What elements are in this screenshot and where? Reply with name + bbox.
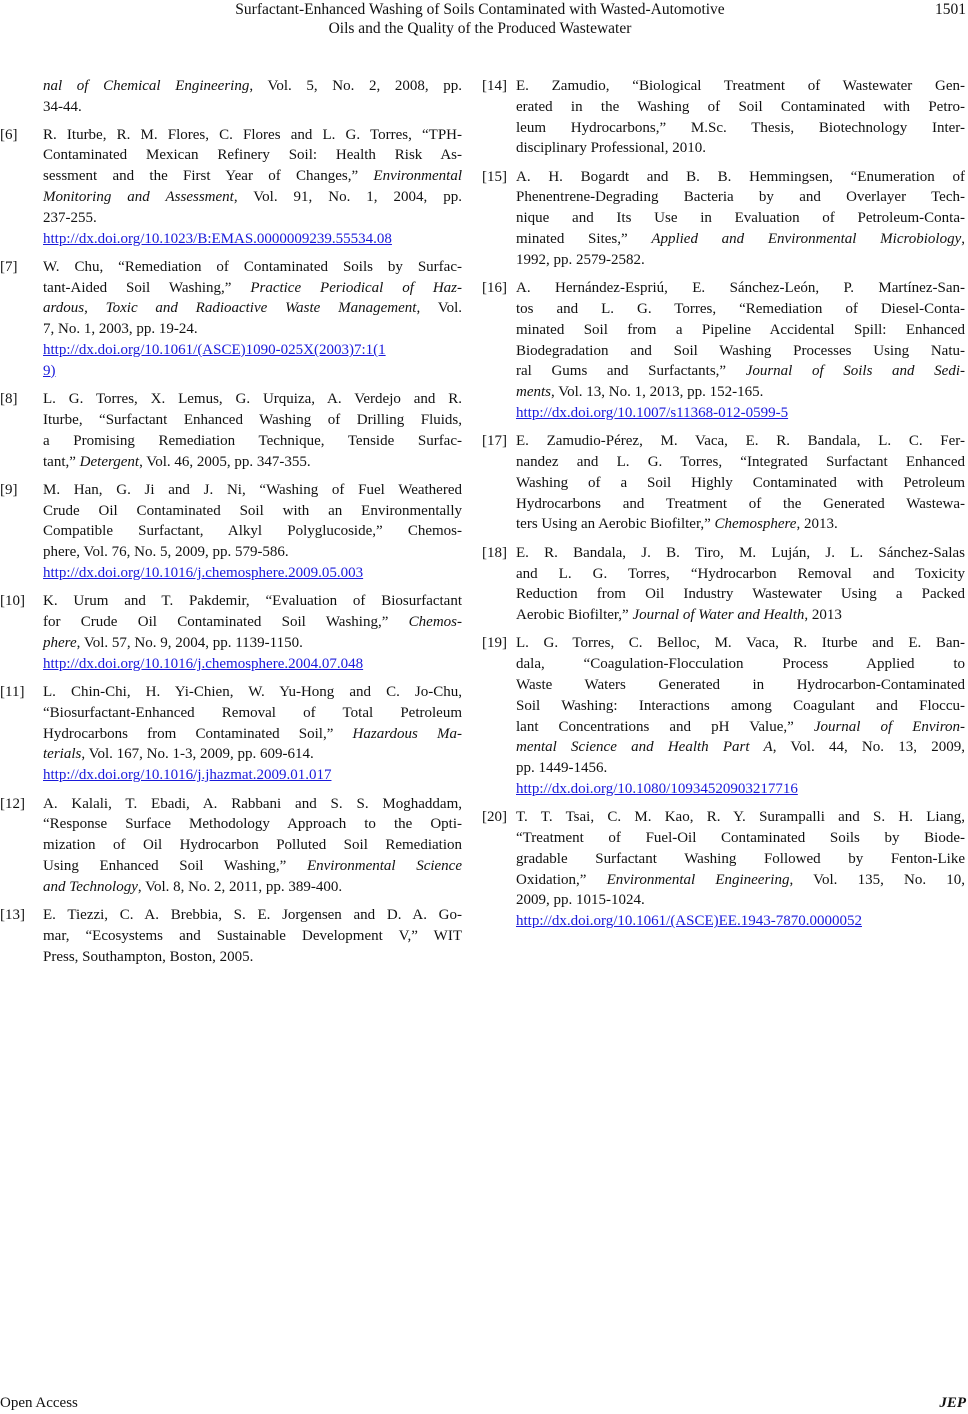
doi-link-line [516, 403, 965, 424]
reference-text: , Vol. 8, No. 2, 2011, pp. 389-400. [137, 878, 343, 895]
reference-line [43, 145, 462, 166]
reference-text: Crude Oil Contaminated Soil with an Environmentally [43, 502, 462, 519]
reference-text: sessment and the First Year of Changes,” [43, 168, 374, 185]
reference-text: nique and Its Use in Evaluation of Petroleum-Conta- [516, 210, 965, 227]
journal-title: phere [43, 634, 77, 651]
reference-line [516, 473, 965, 494]
header-title-line-1: Surfactant-Enhanced Washing of Soils Contaminated with Wasted-Automotive [235, 1, 725, 18]
journal-title: Practice Periodical of Haz- [250, 279, 462, 296]
reference-text: phere, Vol. 76, No. 5, 2009, pp. 579-586. [43, 544, 289, 561]
reference-entry [482, 167, 965, 271]
reference-text: Using Enhanced Soil Washing,” [43, 857, 307, 874]
reference-line [516, 299, 965, 320]
reference-line [43, 431, 462, 452]
reference-entry [0, 125, 462, 250]
reference-text: tant,” [43, 453, 80, 470]
reference-body [43, 905, 462, 967]
reference-body [43, 682, 462, 786]
reference-line [43, 633, 462, 654]
reference-body [43, 125, 462, 250]
reference-entry [482, 543, 965, 626]
reference-text: W. Chu, “Remediation of Contaminated Soils by Surfac- [43, 258, 462, 275]
reference-text: E. Tiezzi, C. A. Brebbia, S. E. Jorgensen and D. A. Go- [43, 906, 462, 923]
reference-text: E. R. Bandala, J. B. Tiro, M. Luján, J. L. Sánchez-Salas [516, 544, 965, 561]
reference-text: minated Sites,” [516, 231, 652, 248]
doi-link-line [43, 340, 462, 361]
reference-line [516, 167, 965, 188]
reference-text: “Biosurfactant-Enhanced Removal of Total Petroleum [43, 704, 462, 721]
reference-line [516, 584, 965, 605]
reference-text: , Vol. [416, 300, 463, 317]
reference-text: , 2013. [796, 516, 838, 533]
reference-line [43, 724, 462, 745]
reference-text: ters Using an Aerobic Biofilter,” [516, 516, 715, 533]
reference-number: [16] [482, 280, 507, 297]
journal-title: Toxic and Radioactive Waste Management [105, 300, 417, 317]
reference-line [43, 682, 462, 703]
reference-text: , Vol. 135, No. 10, [789, 871, 965, 888]
reference-number: [13] [0, 906, 25, 923]
reference-body [516, 76, 965, 159]
journal-title: mental Science and Health Part A [516, 739, 773, 756]
doi-link[interactable]: http://dx.doi.org/10.1016/j.chemosphere.2004.07.048 [43, 655, 364, 672]
reference-line [43, 298, 462, 319]
reference-line [516, 654, 965, 675]
reference-line [43, 319, 462, 340]
reference-number: [14] [482, 78, 507, 94]
reference-line [43, 542, 462, 563]
doi-link-line [43, 765, 462, 786]
reference-line [43, 814, 462, 835]
reference-line [516, 514, 965, 535]
reference-entry [0, 794, 462, 898]
reference-line [516, 737, 965, 758]
reference-text: , Vol. 44, No. 13, 2009, [772, 739, 965, 756]
reference-line [43, 278, 462, 299]
reference-text: 34-44. [43, 98, 82, 115]
journal-title: ments [516, 384, 551, 401]
reference-text: Contaminated Mexican Refinery Soil: Health Risk As- [43, 147, 462, 164]
reference-entry [0, 480, 462, 584]
reference-line [43, 877, 462, 898]
reference-entry [0, 905, 462, 967]
doi-link[interactable]: http://dx.doi.org/10.1016/j.chemosphere.2009.05.003 [43, 565, 364, 582]
reference-text: A. Hernández-Espriú, E. Sánchez-León, P. Martínez-San- [516, 280, 965, 297]
reference-text: L. G. Torres, C. Belloc, M. Vaca, R. Iturbe and E. Ban- [516, 635, 965, 652]
reference-text: T. T. Tsai, C. M. Kao, R. Y. Surampalli and S. H. Liang, [516, 809, 965, 826]
reference-line [516, 890, 965, 911]
reference-line [516, 431, 965, 452]
journal-title: Environmental Science [306, 857, 462, 874]
reference-line [516, 278, 965, 299]
reference-body [516, 543, 965, 626]
doi-link-line [43, 563, 462, 584]
doi-link[interactable]: http://dx.doi.org/10.1016/j.jhazmat.2009.01.017 [43, 767, 332, 784]
reference-body [43, 389, 462, 472]
reference-text: minated Soil from a Pipeline Accidental Spill: Enhanced [516, 321, 965, 338]
footer-open-access: Open Access [0, 1395, 78, 1411]
reference-number: [11] [0, 684, 25, 701]
reference-text: 7, No. 1, 2003, pp. 19-24. [43, 321, 198, 338]
doi-link-line [43, 361, 462, 382]
journal-title: Journal of Water and Health [632, 607, 805, 624]
reference-line [516, 361, 965, 382]
doi-link[interactable]: http://dx.doi.org/10.1061/(ASCE)EE.1943-7870.0000052 [516, 913, 862, 930]
reference-line [516, 250, 965, 271]
reference-text: L. G. Torres, X. Lemus, G. Urquiza, A. Verdejo and R. [43, 391, 462, 408]
reference-entry [0, 389, 462, 472]
page-number: 1501 [935, 1, 966, 18]
reference-line [516, 97, 965, 118]
reference-line [516, 382, 965, 403]
reference-line [516, 208, 965, 229]
journal-title: Environmental Engineering [606, 871, 790, 888]
header-title-line-2: Oils and the Quality of the Produced Wastewater [328, 20, 632, 37]
journal-title: and Technology [43, 878, 138, 895]
reference-line [43, 521, 462, 542]
journal-title: Environmental [373, 168, 462, 185]
reference-text: , Vol. 167, No. 1-3, 2009, pp. 609-614. [81, 746, 314, 763]
reference-body [516, 807, 965, 932]
doi-link[interactable]: 9) [43, 362, 56, 379]
doi-link-line [516, 779, 965, 800]
reference-entry [0, 257, 462, 382]
reference-line [516, 758, 965, 779]
reference-text: R. Iturbe, R. M. Flores, C. Flores and L. G. Torres, “TPH- [43, 126, 462, 143]
reference-line [43, 166, 462, 187]
reference-text: Press, Southampton, Boston, 2005. [43, 948, 254, 965]
reference-text: E. Zamudio-Pérez, M. Vaca, E. R. Bandala, L. C. Fer- [516, 433, 965, 450]
reference-line [516, 229, 965, 250]
reference-text: , Vol. 13, No. 1, 2013, pp. 152-165. [551, 384, 764, 401]
reference-text: ral Gums and Surfactants,” [516, 363, 746, 380]
reference-text: gradable Surfactant Washing Followed by Fenton-Like [516, 850, 965, 867]
reference-entry [0, 682, 462, 786]
reference-line [516, 870, 965, 891]
reference-line [43, 794, 462, 815]
reference-text: for Crude Oil Contaminated Soil Washing,” [43, 614, 409, 631]
reference-body [516, 431, 965, 535]
reference-line [43, 208, 462, 229]
reference-line [43, 947, 462, 968]
reference-text: , Vol. 46, 2005, pp. 347-355. [139, 453, 311, 470]
reference-line [516, 564, 965, 585]
reference-text: tos and L. G. Torres, “Remediation of Diesel-Conta- [516, 300, 965, 317]
reference-text: E. Zamudio, “Biological Treatment of Wastewater Gen- [516, 78, 965, 94]
reference-line [516, 76, 965, 97]
doi-link[interactable]: http://dx.doi.org/10.1007/s11368-012-0599-5 [516, 404, 789, 421]
reference-line [43, 452, 462, 473]
reference-text: A. H. Bogardt and B. B. Hemmingsen, “Enumeration of [516, 168, 965, 185]
reference-text: Biodegradation and Soil Washing Processes Using Natu- [516, 342, 965, 359]
reference-entry [482, 807, 965, 932]
reference-text: Hydrocarbons from Contaminated Soil,” [43, 725, 353, 742]
reference-body [516, 167, 965, 271]
reference-line [516, 633, 965, 654]
reference-number: [20] [482, 809, 507, 826]
reference-continuation [0, 76, 462, 118]
reference-text: lant Concentrations and pH Value,” [516, 718, 814, 735]
reference-line [516, 118, 965, 139]
doi-link-line [43, 229, 462, 250]
reference-entry [482, 278, 965, 424]
reference-line [516, 717, 965, 738]
reference-line [516, 320, 965, 341]
journal-title: terials [43, 746, 82, 763]
doi-link-line [43, 654, 462, 675]
reference-text: tant-Aided Soil Washing,” [43, 279, 251, 296]
reference-text: K. Urum and T. Pakdemir, “Evaluation of Biosurfactant [43, 593, 462, 610]
reference-text: Aerobic Biofilter,” [516, 607, 633, 624]
reference-line [516, 696, 965, 717]
reference-number: [19] [482, 635, 507, 652]
reference-line [43, 480, 462, 501]
reference-line [43, 905, 462, 926]
reference-text: Phenentrene-Degrading Bacteria by and Overlayer Tech- [516, 189, 965, 206]
journal-title: nal of Chemical Engineering [43, 78, 250, 94]
reference-number: [10] [0, 593, 25, 610]
reference-entry [482, 76, 965, 159]
reference-body [516, 278, 965, 424]
reference-line [516, 675, 965, 696]
reference-line [516, 543, 965, 564]
reference-text: , [84, 300, 106, 317]
journal-title: Hazardous Ma- [352, 725, 462, 742]
running-header [150, 0, 810, 38]
reference-text: Iturbe, “Surfactant Enhanced Washing of Drilling Fluids, [43, 411, 462, 428]
reference-text: “Treatment of Fuel-Oil Contaminated Soils by Biode- [516, 830, 965, 847]
doi-link[interactable]: http://dx.doi.org/10.1061/(ASCE)1090-025X(2003)7:1(1 [43, 342, 386, 359]
reference-text: A. Kalali, T. Ebadi, A. Rabbani and S. S. Moghaddam, [43, 795, 462, 812]
journal-title: Monitoring and Assessment [43, 188, 234, 205]
reference-line [43, 410, 462, 431]
reference-text: erated in the Washing of Soil Contaminated with Petro- [516, 98, 965, 115]
reference-text: 237-255. [43, 209, 97, 226]
reference-text: , [961, 231, 966, 248]
reference-text: Hydrocarbons and Treatment of the Generated Wastewa- [516, 495, 965, 512]
journal-title: Detergent [79, 453, 140, 470]
reference-text: “Response Surface Methodology Approach to the Opti- [43, 816, 462, 833]
reference-body [43, 480, 462, 584]
reference-column-right [482, 76, 965, 940]
journal-title: Journal of Environ- [813, 718, 965, 735]
reference-text: Compatible Surfactant, Alkyl Polyglucoside,” Chemos- [43, 523, 462, 540]
reference-text: Soil Washing: Interactions among Coagulant and Floccu- [516, 697, 965, 714]
reference-number: [8] [0, 391, 18, 408]
reference-text: nandez and L. G. Torres, “Integrated Surfactant Enhanced [516, 454, 965, 471]
reference-line [516, 187, 965, 208]
reference-line [43, 703, 462, 724]
reference-line [43, 926, 462, 947]
reference-text: 2009, pp. 1015-1024. [516, 892, 645, 909]
reference-text: a Promising Remediation Technique, Tenside Surfac- [43, 432, 462, 449]
reference-body [43, 591, 462, 674]
reference-line [516, 138, 965, 159]
reference-text: Waste Waters Generated in Hydrocarbon-Contaminated [516, 677, 965, 694]
reference-line [516, 494, 965, 515]
reference-text: mization of Oil Hydrocarbon Polluted Soil Remediation [43, 837, 462, 854]
reference-line [43, 97, 462, 118]
reference-line [516, 341, 965, 362]
reference-text: leum Hydrocarbons,” M.Sc. Thesis, Biotechnology Inter- [516, 119, 965, 136]
reference-line [43, 856, 462, 877]
reference-text: dala, “Coagulation-Flocculation Process Applied to [516, 656, 965, 673]
reference-text: L. Chin-Chi, H. Yi-Chien, W. Yu-Hong and C. Jo-Chu, [43, 684, 462, 701]
reference-body [516, 633, 965, 799]
reference-line [43, 389, 462, 410]
reference-text: , 2013 [804, 607, 842, 624]
reference-text: M. Han, G. Ji and J. Ni, “Washing of Fuel Weathered [43, 481, 462, 498]
reference-line [43, 744, 462, 765]
doi-link[interactable]: http://dx.doi.org/10.1023/B:EMAS.0000009239.55534.08 [43, 230, 392, 247]
reference-line [516, 605, 965, 626]
reference-line [516, 828, 965, 849]
reference-text: 1992, pp. 2579-2582. [516, 251, 645, 268]
reference-body [43, 257, 462, 382]
reference-number: [15] [482, 168, 507, 185]
footer-journal-abbrev: JEP [939, 1395, 966, 1411]
reference-text: mar, “Ecosystems and Sustainable Development V,” WIT [43, 927, 462, 944]
doi-link-line [516, 911, 965, 932]
reference-number: [6] [0, 126, 18, 143]
reference-line [43, 501, 462, 522]
reference-entry [0, 591, 462, 674]
doi-link[interactable]: http://dx.doi.org/10.1080/10934520903217716 [516, 781, 798, 797]
journal-title: ardous [43, 300, 85, 317]
reference-text: , Vol. 91, No. 1, 2004, pp. [233, 188, 462, 205]
reference-line [43, 76, 462, 97]
reference-entry [482, 633, 965, 799]
reference-number: [9] [0, 481, 18, 498]
reference-line [43, 591, 462, 612]
reference-number: [17] [482, 433, 507, 450]
reference-entry [482, 431, 965, 535]
reference-line [43, 187, 462, 208]
reference-text: Washing of a Soil Highly Contaminated with Petroleum [516, 474, 965, 491]
reference-line [43, 257, 462, 278]
reference-line [43, 125, 462, 146]
reference-text: Reduction from Oil Industry Wastewater Using a Packed [516, 586, 965, 603]
journal-title: Journal of Soils and Sedi- [745, 363, 965, 380]
journal-title: Applied and Environmental Microbiology [651, 231, 962, 248]
reference-text: pp. 1449-1456. [516, 760, 608, 777]
reference-line [516, 849, 965, 870]
reference-column-left [0, 76, 462, 975]
reference-text: , Vol. 5, No. 2, 2008, pp. [249, 78, 462, 94]
reference-line [516, 807, 965, 828]
reference-number: [18] [482, 544, 507, 561]
reference-number: [12] [0, 795, 25, 812]
reference-number: [7] [0, 258, 18, 275]
reference-line [516, 452, 965, 473]
reference-line [43, 835, 462, 856]
journal-title: Chemosphere [714, 516, 797, 533]
reference-text: , Vol. 57, No. 9, 2004, pp. 1139-1150. [76, 634, 303, 651]
journal-title: Chemos- [408, 614, 462, 631]
reference-body [43, 794, 462, 898]
reference-text: and L. G. Torres, “Hydrocarbon Removal and Toxicity [516, 565, 965, 582]
reference-text: Oxidation,” [516, 871, 607, 888]
reference-text: disciplinary Professional, 2010. [516, 140, 706, 157]
reference-line [43, 612, 462, 633]
